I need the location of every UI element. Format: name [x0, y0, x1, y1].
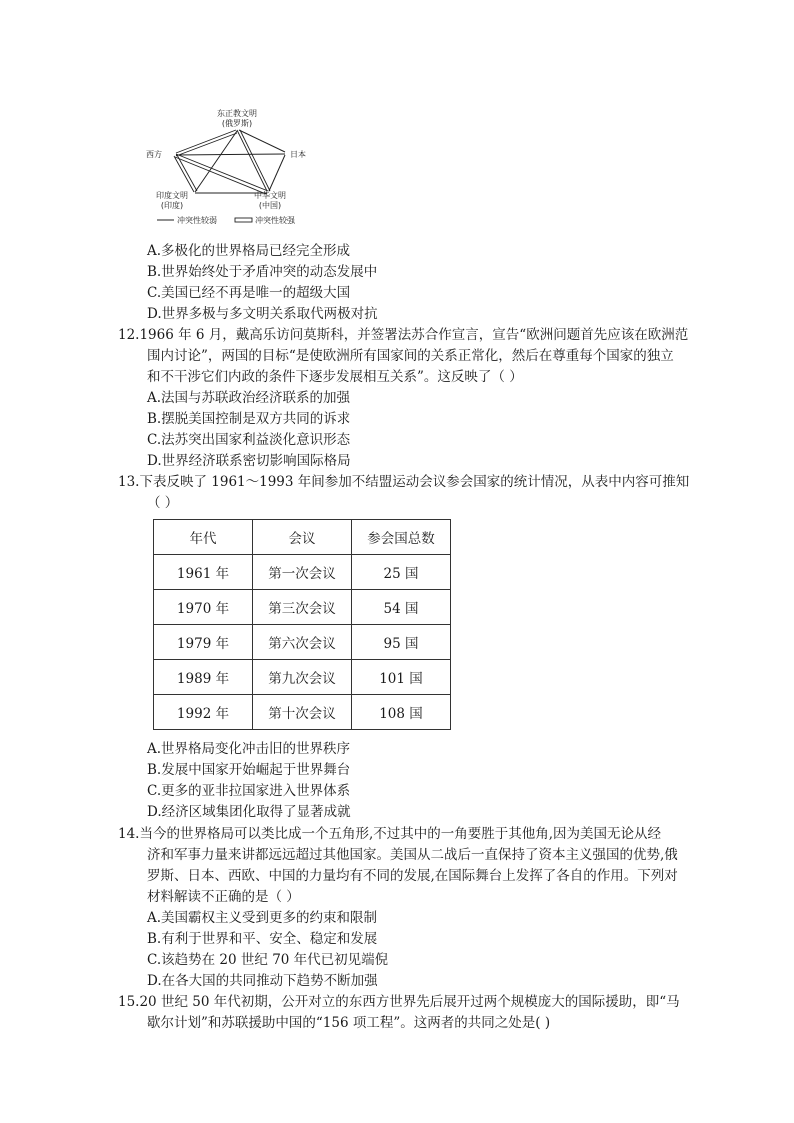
q12-option-a: A.法国与苏联政治经济联系的加强: [147, 390, 351, 406]
table-cell: 95 国: [352, 625, 451, 660]
q13-stem-line2: （ ）: [147, 495, 179, 511]
q14-option-d: D.在各大国的共同推动下趋势不断加强: [147, 973, 378, 989]
table-cell: 1970 年: [154, 590, 253, 625]
q12-stem-line3: 和不干涉它们内政的条件下逐步发展相互关系”。这反映了（ ）: [147, 369, 523, 385]
q12-option-d: D.世界经济联系密切影响国际格局: [147, 453, 351, 469]
q13-option-b: B.发展中国家开始崛起于世界舞台: [147, 762, 351, 778]
table-cell: 第十次会议: [253, 695, 352, 730]
q11-option-b: B.世界始终处于矛盾冲突的动态发展中: [147, 264, 378, 280]
q14-option-a: A.美国霸权主义受到更多的约束和限制: [147, 910, 378, 926]
table-cell: 第六次会议: [253, 625, 352, 660]
node-label-russia: (俄罗斯): [221, 119, 253, 128]
q11-option-c: C.美国已经不再是唯一的超级大国: [147, 285, 351, 301]
q14-stem-line1: 14.当今的世界格局可以类比成一个五角形,不过其中的一角要胜于其他角,因为美国无论从经: [118, 826, 662, 842]
nam-conference-table: [153, 519, 451, 730]
q14-stem-line2: 济和军事力量来讲都远远超过其他国家。美国从二战后一直保持了资本主义强国的优势,俄: [147, 847, 678, 863]
q13-option-d: D.经济区域集团化取得了显著成就: [147, 804, 351, 820]
q14-stem-line3: 罗斯、日本、西欧、中国的力量均有不同的发展,在国际舞台上发挥了各自的作用。下列对: [147, 868, 678, 884]
node-label-japan: 日本: [290, 150, 306, 159]
node-label-west: 西方: [146, 150, 162, 159]
table-row: [154, 555, 451, 590]
table-cell: 1992 年: [154, 695, 253, 730]
table-row: [154, 590, 451, 625]
q13-option-c: C.更多的亚非拉国家进入世界体系: [147, 783, 351, 799]
table-cell: 第一次会议: [253, 555, 352, 590]
table-header-cell: 会议: [253, 520, 352, 555]
table-header-cell: 参会国总数: [352, 520, 451, 555]
node-label-china: (中国): [258, 201, 282, 210]
q12-stem-line1: 12.1966 年 6 月，戴高乐访问莫斯科，并签署法苏合作宣言，宣告“欧洲问题首先应该在欧洲范: [118, 327, 689, 343]
table-cell: 54 国: [352, 590, 451, 625]
table-cell: 1961 年: [154, 555, 253, 590]
q14-option-b: B.有利于世界和平、安全、稳定和发展: [147, 931, 378, 947]
table-cell: 1989 年: [154, 660, 253, 695]
civilization-conflict-diagram: [145, 103, 315, 228]
legend-strong-line-icon: [235, 218, 252, 222]
legend-weak-label: 冲突性较弱: [177, 216, 217, 225]
node-label-china-civ: 中华文明: [254, 191, 286, 200]
node-label-india-civ: 印度文明: [156, 191, 188, 200]
table-row: [154, 660, 451, 695]
q15-stem-line2: 歇尔计划”和苏联援助中国的“156 项工程”。这两者的共同之处是( ): [147, 1015, 551, 1031]
table-header-row: [154, 520, 451, 555]
q12-option-c: C.法苏突出国家利益淡化意识形态: [147, 432, 351, 448]
legend-strong-label: 冲突性较强: [255, 216, 295, 225]
table-cell: 第三次会议: [253, 590, 352, 625]
q12-stem-line2: 围内讨论”，两国的目标“是使欧洲所有国家间的关系正常化，然后在尊重每个国家的独立: [147, 348, 674, 364]
q11-option-a: A.多极化的世界格局已经完全形成: [147, 243, 351, 259]
q13-stem-line1: 13.下表反映了 1961～1993 年间参加不结盟运动会议参会国家的统计情况，从表中内容可推知: [118, 474, 690, 490]
edges-strong-conflict: [174, 130, 270, 194]
table-cell: 第九次会议: [253, 660, 352, 695]
table-header-cell: 年代: [154, 520, 253, 555]
table-cell: 108 国: [352, 695, 451, 730]
table-cell: 101 国: [352, 660, 451, 695]
table-cell: 25 国: [352, 555, 451, 590]
table-cell: 1979 年: [154, 625, 253, 660]
table-row: [154, 695, 451, 730]
node-label-india: (印度): [160, 201, 184, 210]
q11-option-d: D.世界多极与多文明关系取代两极对抗: [147, 306, 378, 322]
q13-option-a: A.世界格局变化冲击旧的世界秩序: [147, 741, 351, 757]
q15-stem-line1: 15.20 世纪 50 年代初期，公开对立的东西方世界先后展开过两个规模庞大的国际援助，即“马: [118, 994, 680, 1010]
q14-stem-line4: 材料解读不正确的是（ ）: [147, 889, 300, 905]
q14-option-c: C.该趋势在 20 世纪 70 年代已初见端倪: [147, 952, 389, 968]
q12-option-b: B.摆脱美国控制是双方共同的诉求: [147, 411, 351, 427]
node-label-orthodox: 东正教文明: [217, 109, 257, 118]
table-row: [154, 625, 451, 660]
